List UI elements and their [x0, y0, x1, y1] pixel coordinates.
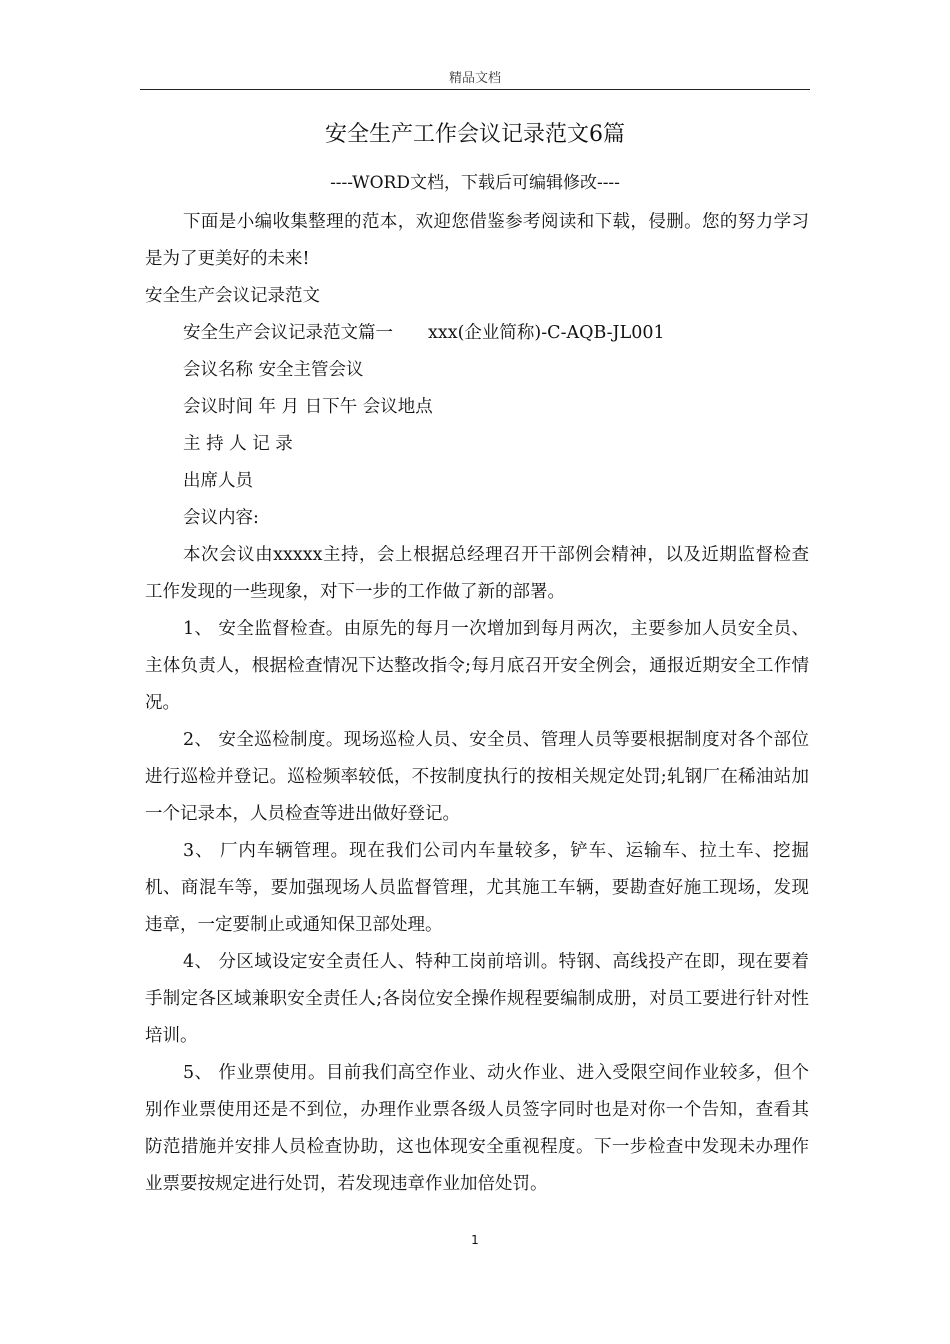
content-paragraph: 本次会议由xxxxx主持，会上根据总经理召开干部例会精神，以及近期监督检查工作发现的一些现象，对下一步的工作做了新的部署。 — [145, 545, 809, 602]
item-paragraph-1: 1、 安全监督检查。由原先的每月一次增加到每月两次，主要参加人员安全员、主体负责人，根据检查情况下达整改指令;每月底召开安全例会，通报近期安全工作情况。 — [145, 619, 809, 713]
document-body — [145, 204, 809, 1203]
page-header: 精品文档 — [448, 71, 501, 86]
attendees-line: 出席人员 — [183, 471, 253, 491]
header-divider — [140, 89, 810, 90]
section-heading: 安全生产会议记录范文 — [145, 286, 320, 306]
item-paragraph-2: 2、 安全巡检制度。现场巡检人员、安全员、管理人员等要根据制度对各个部位进行巡检并登记。巡检频率较低，不按制度执行的按相关规定处罚;轧钢厂在稀油站加一个记录本，人员检查等进出做好登记。 — [145, 730, 809, 824]
item-paragraph-3: 3、 厂内车辆管理。现在我们公司内车量较多，铲车、运输车、拉土车、挖掘机、商混车等，要加强现场人员监督管理，尤其施工车辆，要勘查好施工现场，发现违章，一定要制止或通知保卫部处理。 — [145, 841, 809, 935]
intro-paragraph: 下面是小编收集整理的范本，欢迎您借鉴参考阅读和下载，侵删。您的努力学习是为了更美好的未来! — [145, 212, 809, 269]
document-subtitle: ----WORD文档，下载后可编辑修改---- — [330, 173, 620, 193]
item-paragraph-5: 5、 作业票使用。目前我们高空作业、动火作业、进入受限空间作业较多，但个别作业票使用还是不到位，办理作业票各级人员签字同时也是对你一个告知，查看其防范措施并安排人员检查协助，这也体现安全重视程度。下一步检查中发现未办理作业票要按规定进行处罚，若发现违章作业加倍处罚。 — [145, 1063, 809, 1194]
item-paragraph-4: 4、 分区域设定安全责任人、特种工岗前培训。特钢、高线投产在即，现在要着手制定各区域兼职安全责任人;各岗位安全操作规程要编制成册，对员工要进行针对性培训。 — [145, 952, 809, 1046]
meeting-name-line: 会议名称 安全主管会议 — [183, 360, 364, 380]
host-recorder-line: 主 持 人 记 录 — [183, 434, 293, 454]
document-title: 安全生产工作会议记录范文6篇 — [325, 122, 625, 147]
page-number: 1 — [471, 1233, 479, 1247]
meeting-time-line: 会议时间 年 月 日下午 会议地点 — [183, 397, 433, 417]
meeting-content-label: 会议内容: — [183, 508, 259, 528]
record-title-line: 安全生产会议记录范文篇一 xxx(企业简称)-C-AQB-JL001 — [183, 323, 665, 343]
